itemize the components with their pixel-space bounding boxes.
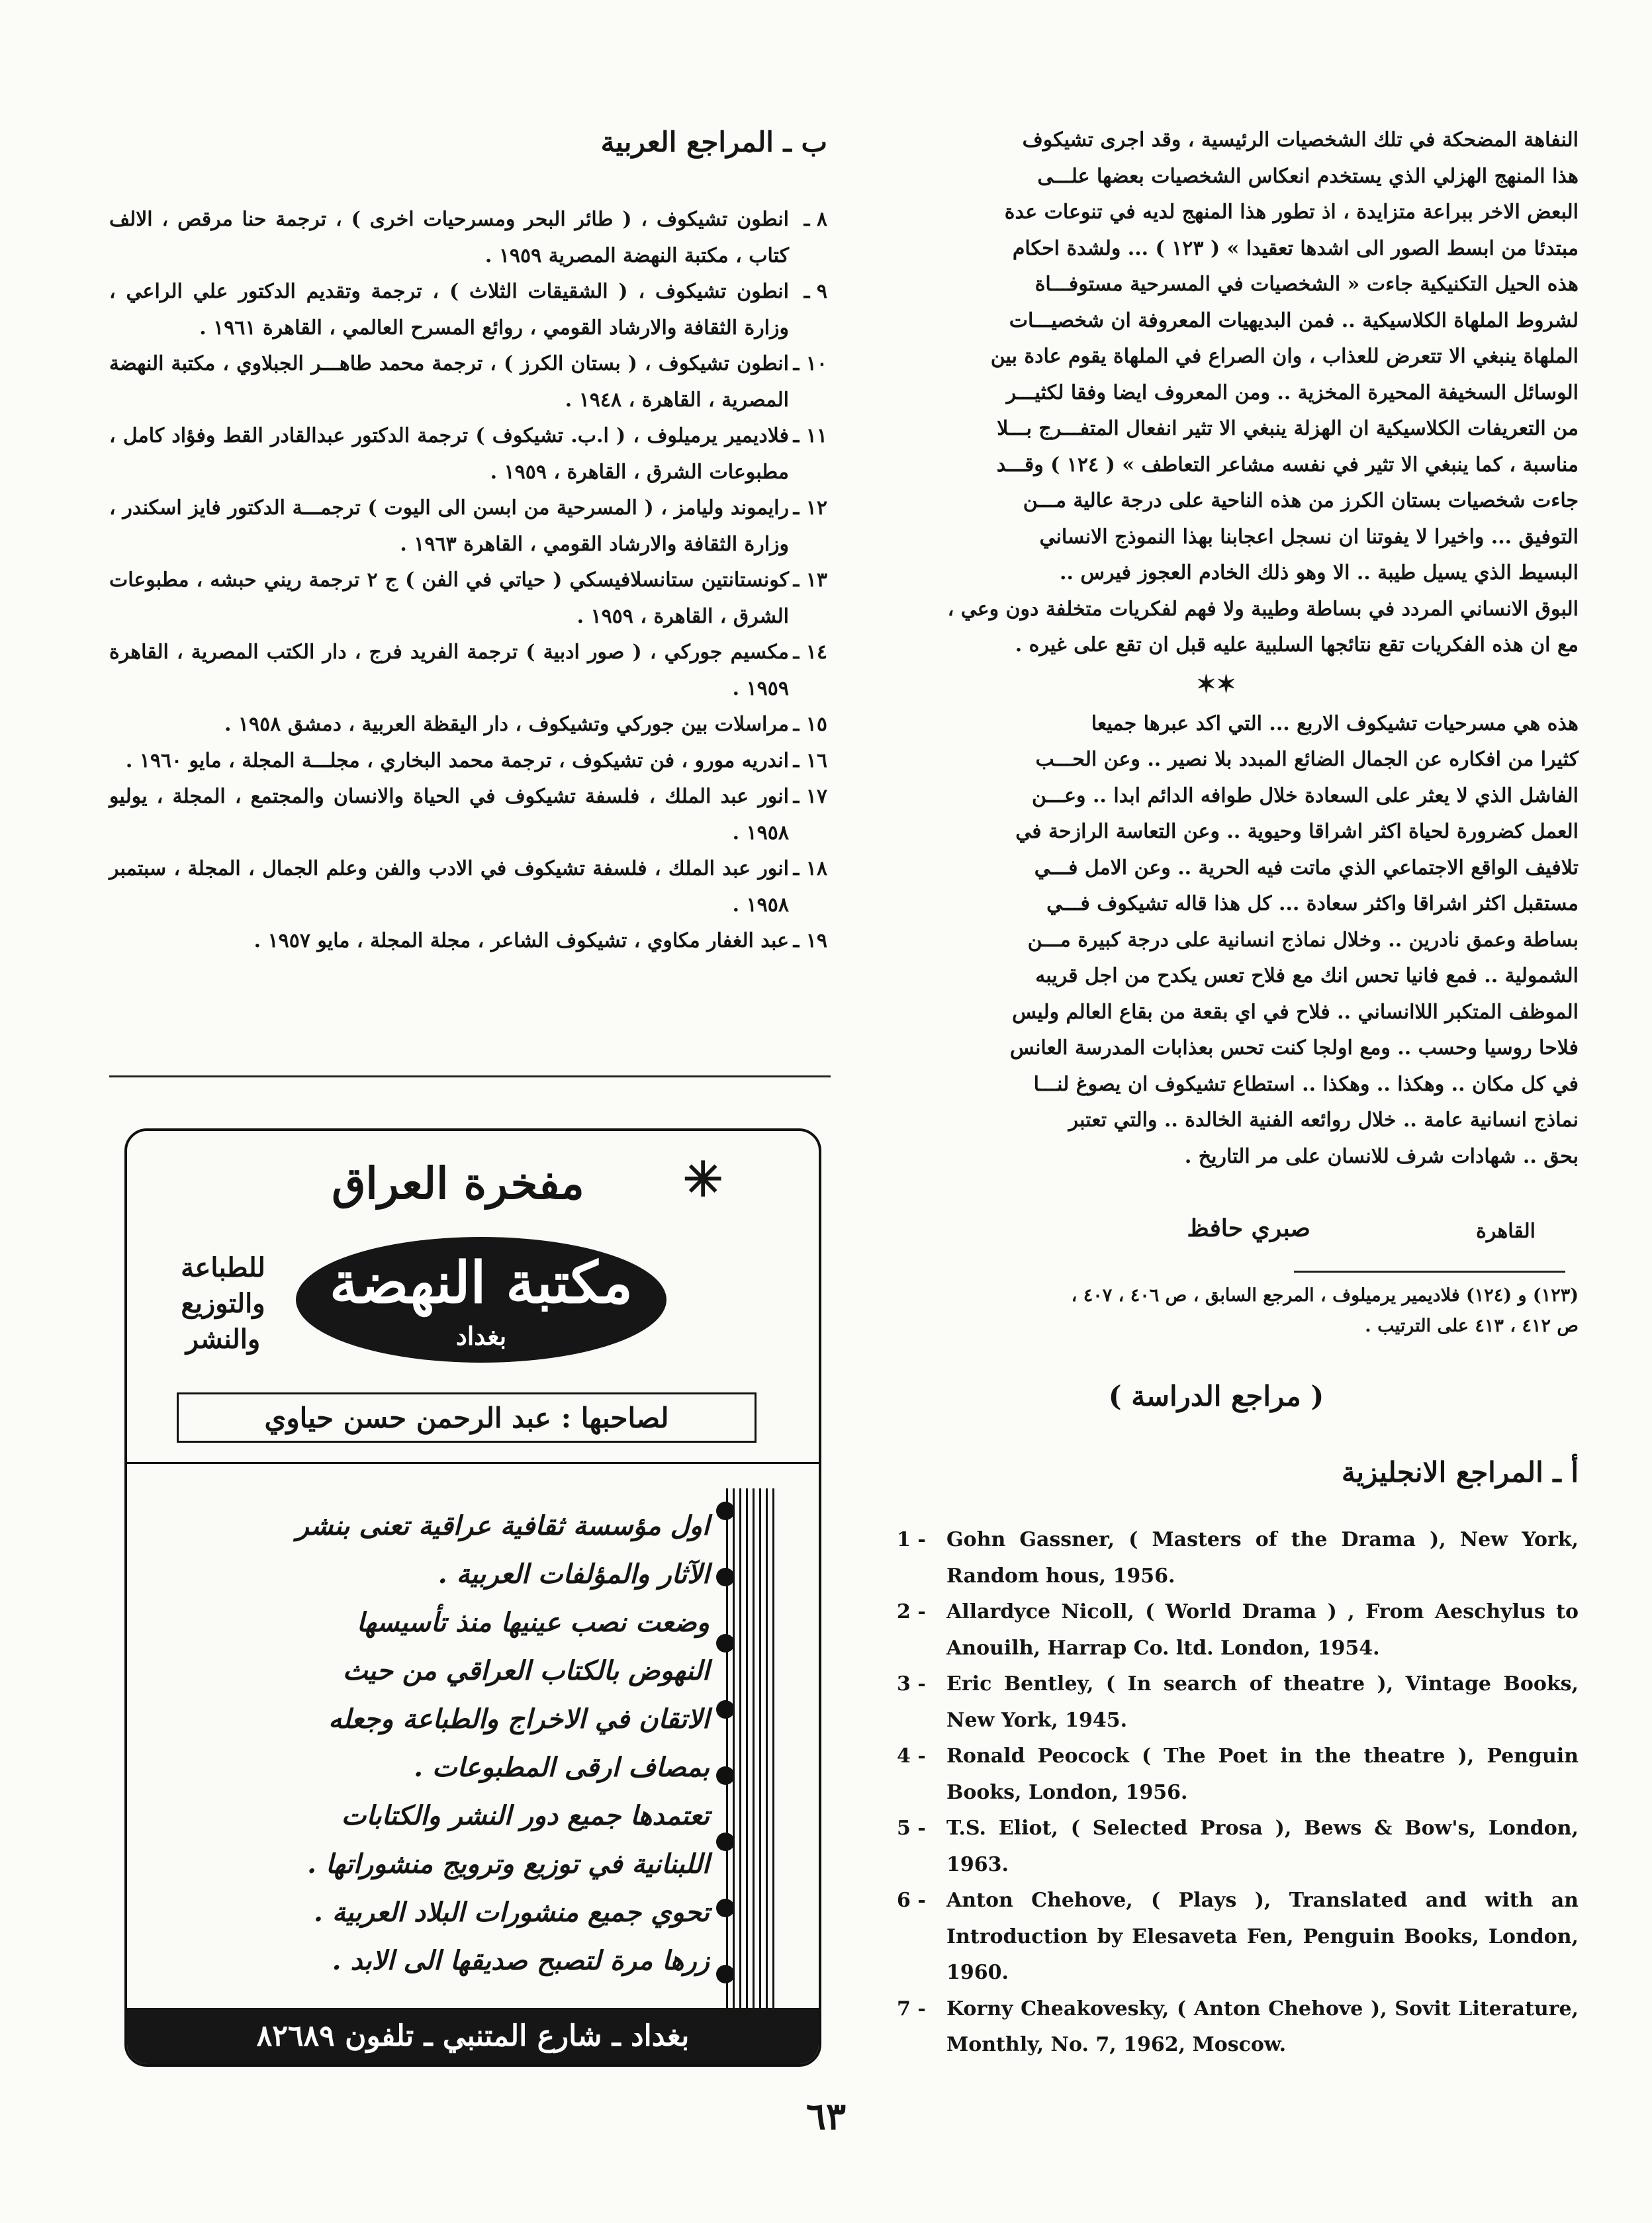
- signature: [854, 1214, 1579, 1254]
- list-item: [109, 851, 827, 923]
- ref-number: 1 -: [897, 1528, 926, 1551]
- ref-number: ١٠ ـ: [793, 352, 827, 375]
- ref-number: 6 -: [897, 1889, 926, 1912]
- ad-line: اللبنانية في توزيع وترويج منشوراتها .: [307, 1848, 710, 1880]
- ref-number: ١٢ ـ: [793, 496, 827, 520]
- bullet-icon: [716, 1634, 735, 1653]
- text-line: التوفيق ... واخيرا لا يفوتنا ان نسجل اعجابنا بهذا النموذج الانساني: [1039, 525, 1579, 549]
- list-item: [109, 346, 827, 418]
- text-line: العمل كضرورة لحياة اكثر اشراقا وحيوية .. وعن التعاسة الرازحة في: [1015, 820, 1579, 843]
- list-item: [109, 743, 827, 780]
- ad-services: للطباعة والتوزيع والنشر: [181, 1252, 265, 1355]
- ref-number: 4 -: [897, 1745, 926, 1768]
- ad-line: تعتمدها جميع دور النشر والكتابات: [341, 1800, 710, 1831]
- ad-tagline: مفخرة العراق: [332, 1157, 584, 1209]
- ref-text: انطون تشيكوف ، ( طائر البحر ومسرحيات اخرى ) ، ترجمة حنا مرقص ، الالف كتاب ، مكتبة النهضة المصرية ١٩٥٩ .: [109, 208, 789, 267]
- ad-line: وضعت نصب عينيها منذ تأسيسها: [356, 1607, 710, 1638]
- text-line: الموظف المتكبر اللاانساني .. فلاح في اي بقعة من بقاع العالم وليس: [1012, 1000, 1579, 1024]
- text-line: بساطة وعمق نادرين .. وخلال نماذج انسانية على درجة كبيرة مـــن: [1027, 928, 1579, 952]
- text-line: جاءت شخصيات بستان الكرز من هذه الناحية على درجة عالية مـــن: [1023, 489, 1579, 512]
- ad-line: بمصاف ارقى المطبوعات .: [414, 1752, 710, 1783]
- footnote-line: ص ٤١٢ ، ٤١٣ على الترتيب .: [1365, 1316, 1579, 1336]
- author-name: صبري حافظ: [1187, 1214, 1310, 1242]
- ref-number: ١٩ ـ: [793, 929, 827, 952]
- ad-line: الاتقان في الاخراج والطباعة وجعله: [328, 1703, 710, 1735]
- footnote-line: (١٢٣) و (١٢٤) فلاديمير يرميلوف ، المرجع السابق ، ص ٤٠٦ ، ٤٠٧ ،: [1071, 1285, 1579, 1306]
- ref-number: ١٥ ـ: [793, 713, 827, 736]
- bullet-icon: [716, 1965, 735, 1983]
- ref-number: ١٣ ـ: [793, 568, 827, 592]
- ref-text: اندريه مورو ، فن تشيكوف ، ترجمة محمد البخاري ، مجلـــة المجلة ، مايو ١٩٦٠ .: [125, 749, 789, 772]
- article-paragraph-2: [854, 706, 1579, 1175]
- ad-line: زرها مرة لتصبح صديقها الى الابد .: [332, 1945, 710, 1976]
- references-title: ( مراجع الدراسة ): [1108, 1380, 1324, 1412]
- list-item: [897, 1594, 1579, 1666]
- ref-number: ١٦ ـ: [793, 749, 827, 772]
- ref-number: ١٨ ـ: [793, 857, 827, 880]
- text-line: مستقبل اكثر اشراقا واكثر سعادة ... كل هذا قاله تشيكوف فـــي: [1046, 892, 1579, 915]
- list-item: [109, 923, 827, 960]
- footnote: [854, 1281, 1579, 1341]
- text-line: في كل مكان .. وهكذا .. وهكذا .. استطاع تشيكوف ان يصوغ لنـــا: [1033, 1072, 1579, 1096]
- article-paragraph-1: [854, 122, 1579, 664]
- ref-number: 3 -: [897, 1672, 926, 1696]
- ref-text: انور عبد الملك ، فلسفة تشيكوف في الحياة والانسان والمجتمع ، المجلة ، يوليو ١٩٥٨ .: [109, 785, 789, 844]
- ad-line: الآثار والمؤلفات العربية .: [437, 1559, 710, 1590]
- ref-text: فلاديمير يرميلوف ، ( ا.ب. تشيكوف ) ترجمة الدكتور عبدالقادر القط وفؤاد كامل ، مطبوعات الشرق ، القاهرة ، ١٩٥٩ .: [109, 424, 789, 484]
- list-item: [897, 1991, 1579, 2064]
- ref-number: ٩ ـ: [803, 280, 827, 303]
- list-item: [897, 1739, 1579, 1811]
- text-line: نماذج انسانية عامة .. خلال روائعه الفنية الخالدة .. والتي تعتبر: [1068, 1109, 1579, 1132]
- footnote-rule: [1294, 1271, 1565, 1273]
- ref-text: مكسيم جوركي ، ( صور ادبية ) ترجمة الفريد فرج ، دار الكتب المصرية ، القاهرة ١٩٥٩ .: [109, 641, 789, 700]
- text-line: الملهاة ينبغي الا تتعرض للعذاب ، وان الصراع في الملهاة يقوم عادة بين: [990, 345, 1579, 368]
- ref-text: Eric Bentley, ( In search of theatre ), Vintage Books, New York, 1945.: [946, 1672, 1579, 1732]
- ref-text: انطون تشيكوف ، ( الشقيقات الثلاث ) ، ترجمة وتقديم الدكتور علي الراعي ، وزارة الثقافة والارشاد القومي ، روائع المسرح العالمي ، القاهرة ١٩٦١ .: [109, 280, 789, 340]
- text-line: البسيط الذي يسيل طيبة .. الا وهو ذلك الخادم العجوز فيرس ..: [1060, 561, 1579, 584]
- text-line: هذه هي مسرحيات تشيكوف الاربع ... التي اكد عبرها جميعا: [1091, 711, 1579, 735]
- list-item: [109, 779, 827, 851]
- author-city: القاهرة: [1476, 1220, 1536, 1243]
- ad-store-name: مكتبة النهضة: [330, 1249, 633, 1316]
- text-line: بحق .. شهادات شرف للانسان على مر التاريخ .: [1184, 1144, 1579, 1168]
- ref-text: T.S. Eliot, ( Selected Prosa ), Bews & Bow's, London, 1963.: [946, 1817, 1579, 1876]
- text-line: كثيرا من افكاره عن الجمال الضائع المبدد بلا نصير .. وعن الحـــب: [1035, 748, 1579, 771]
- list-item: [897, 1666, 1579, 1739]
- list-item: [109, 202, 827, 274]
- ref-text: Anton Chehove, ( Plays ), Translated and with an Introduction by Elesaveta Fen, Penguin Books, London, 1960.: [946, 1889, 1579, 1984]
- english-references-heading: أ ـ المراجع الانجليزية: [1341, 1456, 1579, 1488]
- list-item: [109, 707, 827, 743]
- ref-text: Ronald Peocock ( The Poet in the theatre ), Penguin Books, London, 1956.: [946, 1745, 1579, 1804]
- ref-text: رايموند وليامز ، ( المسرحية من ابسن الى اليوت ) ترجمـــة الدكتور فايز اسكندر ، وزارة الثقافة والارشاد القومي ، القاهرة ١٩٦٣ .: [109, 496, 789, 556]
- divider: [109, 1075, 831, 1077]
- ad-city: بغداد: [455, 1321, 507, 1351]
- bullet-icon: [716, 1899, 735, 1917]
- bookstore-advertisement: [124, 1128, 821, 2067]
- ref-text: عبد الغفار مكاوي ، تشيكوف الشاعر ، مجلة المجلة ، مايو ١٩٥٧ .: [253, 929, 789, 952]
- text-line: تلافيف الواقع الاجتماعي الذي ماتت فيه الحرية .. وعن الامل فـــي: [1034, 856, 1579, 880]
- text-line: فلاحا روسيا وحسب .. ومع اولجا كنت تحس بعذابات المدرسة العانس: [1009, 1036, 1579, 1060]
- bullet-icon: [716, 1700, 735, 1719]
- bullet-icon: [716, 1568, 735, 1586]
- text-line: البوق الانساني المردد في بساطة وطيبة ولا فهم لفكريات متخلفة دون وعي ،: [947, 597, 1579, 621]
- decorative-stripes: [726, 1488, 779, 2018]
- text-line: الشمولية .. فمع فانيا تحس انك مع فلاح تعس يكدح من اجل قريبه: [1035, 964, 1579, 987]
- list-item: [897, 1883, 1579, 1991]
- english-references-list: [897, 1522, 1579, 2064]
- ref-number: ٨ ـ: [803, 208, 827, 231]
- arabic-references-heading: ب ـ المراجع العربية: [600, 126, 827, 158]
- ref-text: Gohn Gassner, ( Masters of the Drama ), New York, Random hous, 1956.: [946, 1528, 1579, 1588]
- ad-line: اول مؤسسة ثقافية عراقية تعنى بنشر: [296, 1510, 710, 1541]
- text-line: مبتدئا من ابسط الصور الى اشدها تعقيدا » ( ١٢٣ ) ... ولشدة احكام: [1012, 236, 1579, 260]
- arabic-references-list: [109, 202, 827, 960]
- ad-divider: [127, 1462, 819, 1464]
- text-line: مناسبة ، كما ينبغي الا تثير في نفسه مشاعر التعاطف » ( ١٢٤ ) وقـــد: [996, 453, 1579, 476]
- section-separator: ✶✶: [1196, 670, 1236, 698]
- ref-text: Allardyce Nicoll, ( World Drama ) , From Aeschylus to Anouilh, Harrap Co. ltd. London, 1954.: [946, 1600, 1579, 1660]
- ref-text: انور عبد الملك ، فلسفة تشيكوف في الادب والفن وعلم الجمال ، المجلة ، سبتمبر ١٩٥٨ .: [109, 857, 789, 917]
- text-line: النفاهة المضحكة في تلك الشخصيات الرئيسية ، وقد اجرى تشيكوف: [1022, 128, 1579, 152]
- ref-text: كونستانتين ستانسلافيسكي ( حياتي في الفن ) ج ٢ ترجمة ريني حبشه ، مطبوعات الشرق ، القاهرة ، ١٩٥٩ .: [109, 568, 790, 628]
- list-item: [897, 1522, 1579, 1594]
- ad-line: النهوض بالكتاب العراقي من حيث: [342, 1655, 710, 1686]
- ref-text: Korny Cheakovesky, ( Anton Chehove ), Sovit Literature, Monthly, No. 7, 1962, Moscow.: [946, 1997, 1579, 2056]
- list-item: [109, 418, 827, 490]
- list-item: [109, 563, 827, 635]
- ad-address: بغداد ـ شارع المتنبي ـ تلفون ٨٢٦٨٩: [127, 2008, 819, 2064]
- ref-text: مراسلات بين جوركي وتشيكوف ، دار اليقظة العربية ، دمشق ١٩٥٨ .: [224, 713, 789, 736]
- ad-logo-oval: [296, 1237, 666, 1363]
- text-line: من التعريفات الكلاسيكية ان الهزلة ينبغي الا تثير انفعال المتفـــرج بـــلا: [997, 417, 1579, 440]
- list-item: [109, 635, 827, 707]
- list-item: [109, 490, 827, 563]
- asterisk-icon: ✳: [683, 1151, 723, 1207]
- article-column: [854, 122, 1579, 1175]
- page-number: ٦٣: [805, 2095, 847, 2138]
- ref-number: ١٧ ـ: [793, 785, 827, 808]
- ref-number: 2 -: [897, 1600, 926, 1623]
- ad-line: تحوي جميع منشورات البلاد العربية .: [314, 1897, 710, 1928]
- text-line: هذا المنهج الهزلي الذي يستخدم انعكاس الشخصيات بعضها علـــى: [1037, 164, 1579, 188]
- ref-number: 7 -: [897, 1997, 926, 2020]
- list-item: [897, 1811, 1579, 1883]
- bullet-icon: [716, 1766, 735, 1785]
- text-line: البعض الاخر ببراعة متزايدة ، اذ تطور هذا المنهج لديه في تنوعات عدة: [1004, 201, 1579, 224]
- text-line: الوسائل السخيفة المحيرة المخزية .. ومن المعروف ايضا وفقا لكثيـــر: [1006, 381, 1579, 404]
- ref-number: ١١ ـ: [793, 424, 827, 447]
- ref-number: 5 -: [897, 1817, 926, 1840]
- text-line: الفاشل الذي لا يعثر على السعادة خلال طوافه الدائم ابدا .. وعـــن: [1031, 784, 1579, 807]
- bullet-icon: [716, 1833, 735, 1851]
- ref-text: انطون تشيكوف ، ( بستان الكرز ) ، ترجمة محمد طاهـــر الجبلاوي ، مكتبة النهضة المصرية ، القاهرة ، ١٩٤٨ .: [109, 352, 789, 412]
- text-line: مع ان هذه الفكريات تقع نتائجها السلبية عليه قبل ان تقع على غيره .: [1015, 633, 1579, 657]
- ad-body: [173, 1502, 710, 1985]
- list-item: [109, 274, 827, 346]
- text-line: لشروط الملهاة الكلاسيكية .. فمن البديهيات المعروفة ان شخصيـــات: [1009, 308, 1579, 332]
- bullet-icon: [716, 1502, 735, 1520]
- text-line: هذه الحيل التكنيكية جاءت « الشخصيات في المسرحية مستوفـــاة: [1034, 273, 1579, 296]
- ad-owner: لصاحبها : عبد الرحمن حسن حياوي: [177, 1392, 757, 1443]
- ref-number: ١٤ ـ: [793, 641, 827, 664]
